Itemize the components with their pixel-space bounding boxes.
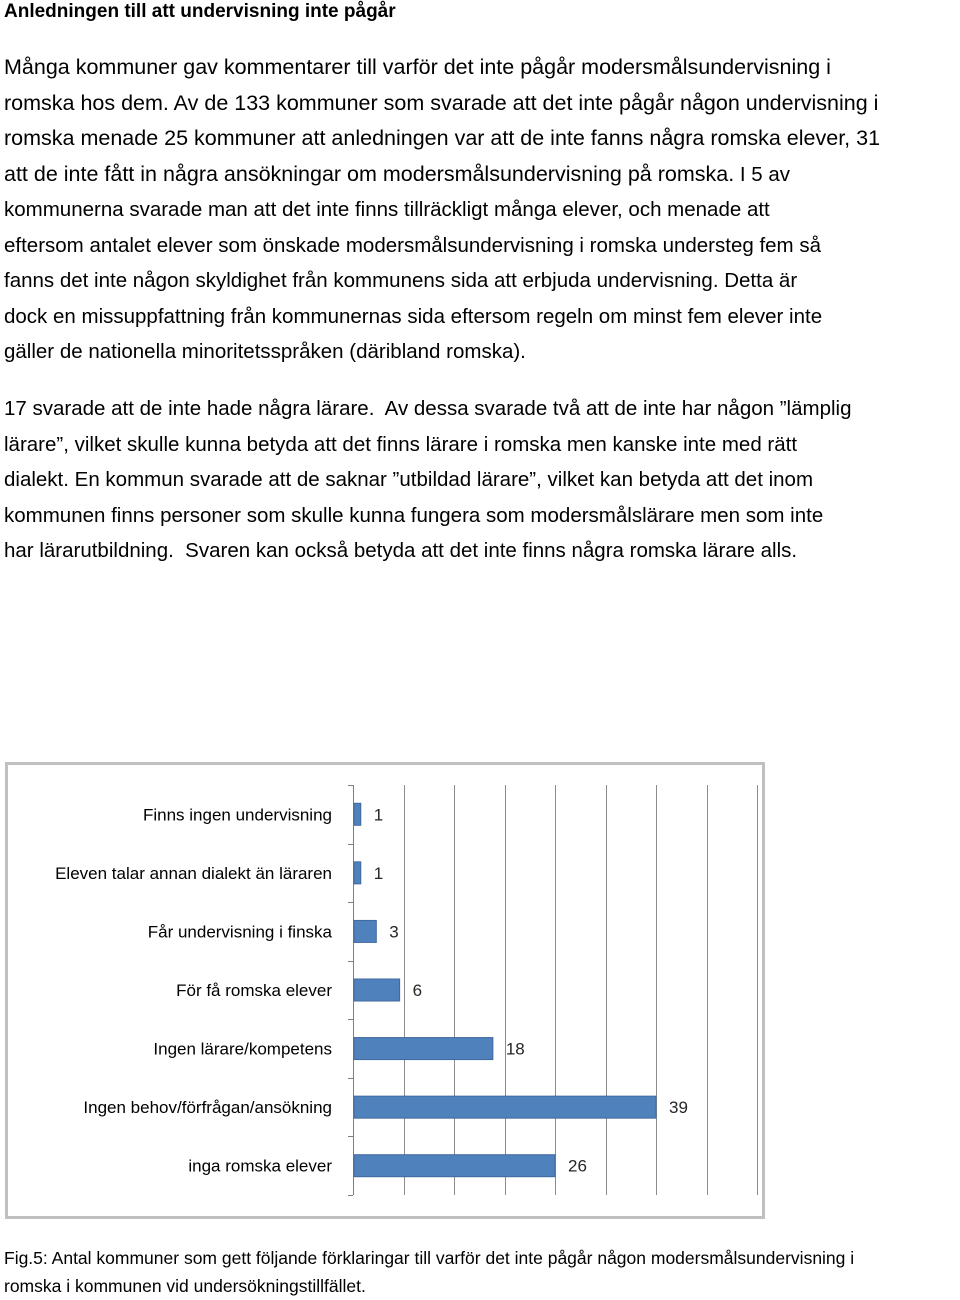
paragraph-1-line-9: gäller de nationella minoritetsspråken (däribland romska). <box>4 340 526 364</box>
figure-caption-line-1: Fig.5: Antal kommuner som gett följande förklaringar till varför det inte pågår någon modersmålsundervisning i <box>4 1248 855 1268</box>
paragraph-2-line-2: lärare”, vilket skulle kunna betyda att det finns lärare i romska men kanske inte med rätt <box>4 432 798 456</box>
paragraph-1-line-6: eftersom antalet elever som önskade modersmålsundervisning i romska understeg fem så <box>4 233 821 257</box>
data-label: 3 <box>389 922 399 942</box>
paragraph-2-line-3: dialekt. En kommun svarade att de saknar ”utbildad lärare”, vilket kan betyda att det inom <box>4 468 814 492</box>
category-label: Får undervisning i finska <box>147 922 332 942</box>
paragraph-1-line-5: kommunerna svarade man att det inte finns tillräckligt många elever, och menade att <box>4 198 770 222</box>
category-label: Ingen lärare/kompetens <box>153 1039 332 1059</box>
paragraph-1-line-8: dock en missuppfattning från kommunernas sida eftersom regeln om minst fem elever inte <box>4 304 823 328</box>
chart-svg <box>5 762 765 1219</box>
line-segment: I 5 av <box>734 162 790 186</box>
paragraph-1-line-2: romska hos dem. Av de 133 kommuner som svarade att det inte pågår någon undervisning i <box>4 90 879 115</box>
category-label: För få romska elever <box>176 981 332 1000</box>
category-label: inga romska elever <box>188 1156 332 1176</box>
data-label: 18 <box>505 1039 525 1059</box>
bar <box>354 862 361 884</box>
figure-caption-line-2: romska i kommunen vid undersökningstillfället. <box>4 1276 366 1296</box>
bar <box>354 1155 555 1177</box>
paragraph-1-line-1: Många kommuner gav kommentarer till varför det inte pågår modersmålsundervisning i <box>4 55 831 80</box>
data-label: 39 <box>669 1098 688 1118</box>
bar <box>354 920 376 942</box>
paragraph-1 <box>4 50 958 370</box>
figure-caption <box>4 1244 958 1300</box>
bar-chart <box>5 762 765 1219</box>
data-label: 1 <box>373 805 384 825</box>
data-label: 1 <box>373 863 384 883</box>
paragraph-1-line-4 <box>4 157 958 193</box>
paragraph-1-line-3: romska menade 25 kommuner att anledningen var att de inte fanns några romska elever, 31 <box>4 126 881 151</box>
category-label: Eleven talar annan dialekt än läraren <box>55 863 332 883</box>
paragraph-2-line-1: 17 svarade att de inte hade några lärare. Av dessa svarade två att de inte har någon ”lämplig <box>4 397 852 421</box>
data-label: 26 <box>568 1156 587 1176</box>
category-label: Ingen behov/förfrågan/ansökning <box>83 1098 332 1118</box>
paragraph-1-line-7: fanns det inte någon skyldighet från kommunens sida att erbjuda undervisning. Detta är <box>4 269 798 293</box>
bar <box>354 1038 493 1060</box>
section-heading: Anledningen till att undervisning inte pågår <box>4 1 396 22</box>
paragraph-2-line-4: kommunen finns personer som skulle kunna fungera som modersmålslärare men som inte <box>4 503 824 527</box>
paragraph-2-line-5: har lärarutbildning. Svaren kan också betyda att det inte finns några romska lärare alls. <box>4 539 798 563</box>
bar <box>354 979 400 1001</box>
data-label: 6 <box>412 981 423 1000</box>
paragraph-2 <box>4 391 958 569</box>
bar <box>354 803 361 825</box>
category-label: Finns ingen undervisning <box>142 805 332 825</box>
bar <box>354 1096 656 1118</box>
line-segment: att de inte fått in några ansökningar om modersmålsundervisning på romska. <box>4 161 735 186</box>
